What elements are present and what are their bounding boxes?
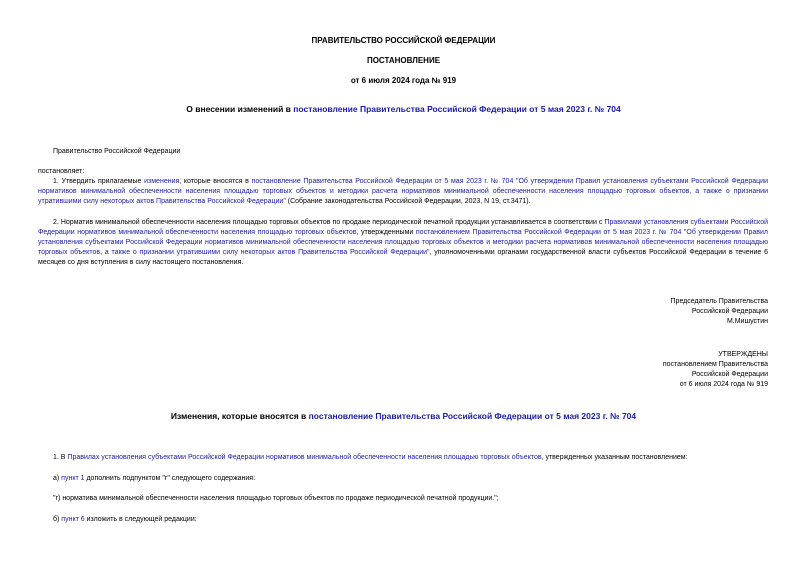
item-a-link-point-1[interactable]: пункт 1 [61,475,85,482]
approved-block [663,350,768,390]
item-a-text: дополнить подпунктом "г" следующего содержания: [84,475,256,482]
change-item-a [53,474,783,484]
changes-title [0,411,807,421]
change-item-1 [53,453,783,463]
paragraph-1 [38,177,768,207]
signature-block [671,297,768,327]
approved-line-4: от 6 июля 2024 года № 919 [679,381,768,388]
signature-name: М.Мишустин [726,318,768,325]
title-link-decree-704[interactable]: постановление Правительства Российской Федерации от 5 мая 2023 г. № 704 [293,104,621,114]
paragraph-2 [38,218,768,268]
changes-title-link-decree-704[interactable]: постановление Правительства Российской Федерации от 5 мая 2023 г. № 704 [308,411,637,421]
item1-link-rules[interactable]: Правилах установления субъектами Российской Федерации нормативов минимальной обеспеченности населения площадью торговых объектов [67,454,542,461]
signature-line-1: Председатель Правительства [670,298,768,305]
item-b-text: изложить в следующей редакции: [84,516,197,523]
approved-line-3: Российской Федерации [691,371,768,378]
decrees-text: постановляет: [38,168,85,175]
item-a-prefix: а) [53,475,62,482]
p1-link-changes[interactable]: изменения [144,178,180,185]
item1-text-a: 1. В [53,454,68,461]
title-prefix: О внесении изменений в [186,104,294,114]
issuer-text: Правительство Российской Федерации [53,148,181,155]
document-title [0,104,807,114]
p2-link-decree-704[interactable]: постановлением Правительства Российской Федерации от 5 мая 2023 г. № 704 "Об утверждении Правил установления субъектами Российской Федерации нормативов минимальной обеспеченности населения площадью торговых объектов и методики расчета нормативов минимальной обеспеченности населения площадью торговых объектов, а также о признании утратившими силу некоторых актов Правительства Российской Федерации" [38,229,768,256]
p1-text-c: (Собрание законодательства Российской Федерации, 2023, N 19, ст.3471). [285,198,531,205]
approved-line-1: УТВЕРЖДЕНЫ [718,351,768,358]
doc-date-number: от 6 июля 2024 года № 919 [350,76,457,85]
approved-line-2: постановлением Правительства [662,361,768,368]
item1-text-b: , утвержденных указанным постановлением: [541,454,688,461]
p1-link-decree-704[interactable]: постановление Правительства Российской Федерации от 5 мая 2023 г. № 704 "Об утверждении Правил установления субъектами Российской Федерации нормативов минимальной обеспеченности населения площадью торговых объектов и методики расчета нормативов минимальной обеспеченности населения площадью торговых объектов, а также о признании утратившими силу некоторых актов Правительства Российской Федерации" [38,178,768,205]
p1-text-a: 1. Утвердить прилагаемые [53,178,145,185]
change-item-b [53,515,783,525]
p1-text-b: , которые вносятся в [179,178,252,185]
item-b-prefix: б) [53,516,62,523]
signature-line-2: Российской Федерации [691,308,768,315]
p2-text-a: 2. Норматив минимальной обеспеченности населения площадью торговых объектов по продаже периодической печатной продукции устанавливается в соответствии с [53,219,605,226]
changes-title-prefix: Изменения, которые вносятся в [170,411,309,421]
p2-link-rules[interactable]: Правилами установления субъектами Российской Федерации нормативов минимальной обеспеченности населения площадью торговых объектов [38,219,768,236]
government-heading: ПРАВИТЕЛЬСТВО РОССИЙСКОЙ ФЕДЕРАЦИИ [311,36,496,45]
p2-text-b: , утвержденными [356,229,416,236]
change-item-g: "г) норматива минимальной обеспеченности населения площадью торговых объектов по продаже периодической печатной продукции."; [53,495,499,502]
p2-text-c: , уполномоченными органами государственной власти субъектов Российской Федерации в течение 6 месяцев со дня вступления в силу настоящего постановления. [38,249,768,266]
doc-type-heading: ПОСТАНОВЛЕНИЕ [366,56,441,65]
item-b-link-point-6[interactable]: пункт 6 [61,516,85,523]
